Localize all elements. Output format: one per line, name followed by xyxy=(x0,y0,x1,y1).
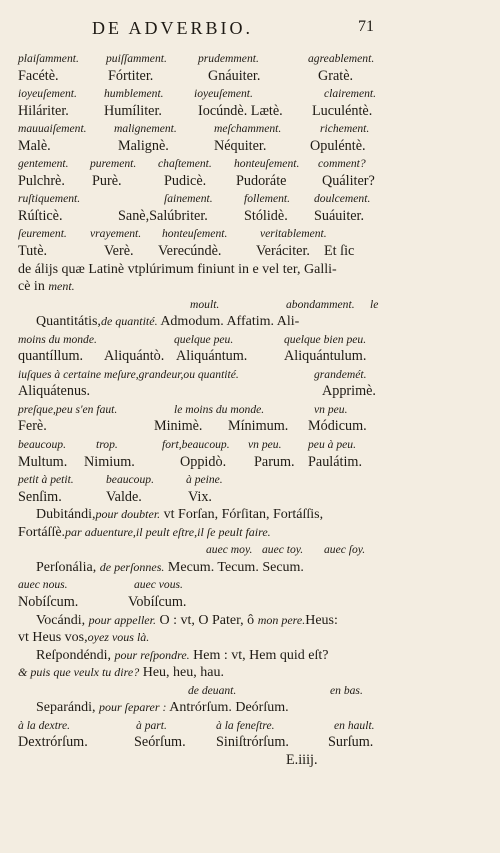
text-line xyxy=(18,418,388,436)
french-gloss: trop. xyxy=(96,438,118,452)
text-line xyxy=(18,103,388,121)
french-gloss: ioyeuſement. xyxy=(194,87,253,101)
running-title: DE ADVERBIO. xyxy=(92,18,253,38)
french-gloss: veritablement. xyxy=(260,227,327,241)
french-gloss: mon pere. xyxy=(257,612,306,627)
latin-text: Fortáſſè. xyxy=(18,524,66,540)
latin-word: Fórtiter. xyxy=(108,67,154,84)
french-gloss: moult. xyxy=(190,297,220,311)
french-gloss: de quantité. xyxy=(100,314,158,329)
latin-word: Minimè. xyxy=(154,418,203,435)
french-gloss: ſainement. xyxy=(164,192,213,206)
latin-word: Verecúndè. xyxy=(158,243,222,260)
latin-word: Gratè. xyxy=(318,67,354,84)
text-block xyxy=(18,50,388,769)
latin-word: Verè. xyxy=(104,243,134,260)
text-line xyxy=(18,699,388,717)
french-gloss: pour appeller. xyxy=(88,612,156,627)
latin-word: Paulátim. xyxy=(308,453,362,470)
line-text xyxy=(36,647,328,665)
french-gloss: ment. xyxy=(48,279,75,294)
latin-word: Sanè,Salúbriter. xyxy=(118,207,208,224)
french-gloss: malignement. xyxy=(114,122,177,136)
latin-text: Heus: xyxy=(305,612,338,628)
french-gloss: chaſtement. xyxy=(158,157,212,171)
french-gloss: à la dextre. xyxy=(18,718,71,732)
latin-text: Antrórſum. Deórſum. xyxy=(166,700,289,716)
french-gloss: ruſtiquement. xyxy=(18,192,81,206)
text-line xyxy=(18,454,388,472)
latin-text: Reſpondéndi, xyxy=(36,647,115,663)
text-line xyxy=(18,278,388,296)
french-gloss: purement. xyxy=(90,157,137,171)
french-gloss: petit à petit. xyxy=(18,473,74,487)
latin-text: de álijs quæ Latinè vtplúrimum finiunt in e vel ter, Galli- xyxy=(18,261,337,277)
latin-word: Et ſic xyxy=(324,243,355,260)
latin-word: Purè. xyxy=(92,172,122,189)
latin-text: Hem : vt, Hem quid eſt? xyxy=(189,647,329,663)
latin-word: Malignè. xyxy=(118,137,169,154)
french-gloss: humblement. xyxy=(104,87,164,101)
latin-word: Tutè. xyxy=(18,243,48,260)
latin-word: Aliquántulum. xyxy=(284,348,367,365)
line-text xyxy=(36,506,323,524)
text-line xyxy=(18,313,388,331)
latin-word: Facétè. xyxy=(18,67,59,84)
text-line xyxy=(18,243,388,261)
french-gloss: beaucoup. xyxy=(106,473,154,487)
text-line xyxy=(18,50,388,68)
text-line xyxy=(18,155,388,173)
french-gloss: auec moy. xyxy=(206,543,253,557)
latin-word: Veráciter. xyxy=(256,243,310,260)
french-gloss: mauuaiſement. xyxy=(18,122,87,136)
text-line xyxy=(18,401,388,419)
latin-word: Módicum. xyxy=(308,418,367,435)
french-gloss: plaiſamment. xyxy=(18,52,79,65)
french-gloss: auec ſoy. xyxy=(324,543,366,557)
french-gloss: abondamment. xyxy=(286,297,355,311)
latin-word: Rúſticè. xyxy=(18,207,63,224)
text-line xyxy=(18,559,388,577)
french-gloss: pour doubter. xyxy=(95,507,161,522)
latin-text: O : vt, O Pater, ô xyxy=(155,612,258,628)
french-gloss: à peine. xyxy=(186,473,223,487)
latin-word: Hiláriter. xyxy=(18,102,69,119)
french-gloss: vn peu. xyxy=(248,438,282,452)
french-gloss: gentement. xyxy=(18,157,69,171)
latin-word: Parum. xyxy=(254,453,295,470)
latin-word: Malè. xyxy=(18,137,51,154)
text-line xyxy=(18,68,388,86)
french-gloss: de deuant. xyxy=(188,683,237,697)
text-line xyxy=(18,612,388,630)
french-gloss: vrayement. xyxy=(90,227,142,241)
text-line xyxy=(18,331,388,349)
latin-word: Iocúndè. Lætè. xyxy=(198,102,283,119)
latin-word: Gnáuiter. xyxy=(208,67,261,84)
french-gloss: meſchamment. xyxy=(214,122,282,136)
text-line xyxy=(18,348,388,366)
french-gloss: puiſſamment. xyxy=(106,52,167,65)
line-text xyxy=(18,629,149,647)
text-line xyxy=(18,138,388,156)
latin-text: Heu, heu, hau. xyxy=(139,665,224,681)
page-header xyxy=(0,18,500,42)
latin-text: Quantitátis, xyxy=(36,314,101,330)
french-gloss: honteuſement. xyxy=(234,157,300,171)
text-line xyxy=(18,366,388,384)
text-line xyxy=(18,717,388,735)
latin-word: Seórſum. xyxy=(134,734,186,751)
text-line xyxy=(18,629,388,647)
latin-word: quantíllum. xyxy=(18,348,84,365)
french-gloss: le xyxy=(370,297,379,311)
text-line xyxy=(18,383,388,401)
latin-word: Multum. xyxy=(18,453,68,470)
latin-word: Vix. xyxy=(188,488,212,505)
text-line xyxy=(18,208,388,226)
latin-word: Mínimum. xyxy=(228,418,289,435)
latin-word: Pudicè. xyxy=(164,172,207,189)
latin-word: Pudoráte xyxy=(236,172,287,189)
french-gloss: à la feneſtre. xyxy=(216,718,275,732)
french-gloss: agreablement. xyxy=(308,52,375,65)
text-line xyxy=(18,524,388,542)
latin-word: Humíliter. xyxy=(104,102,162,119)
latin-word: Opuléntè. xyxy=(310,137,366,154)
text-line xyxy=(18,85,388,103)
french-gloss: & puis que veulx tu dire? xyxy=(18,665,140,680)
latin-word: Aliquátenus. xyxy=(18,383,91,400)
french-gloss: pour ſeparer : xyxy=(98,700,167,715)
text-line xyxy=(18,682,388,700)
french-gloss: en hault. xyxy=(334,718,375,732)
latin-word: Apprimè. xyxy=(322,383,376,400)
text-line xyxy=(18,541,388,559)
french-gloss: pour reſpondre. xyxy=(114,647,190,662)
latin-word: Surſum. xyxy=(328,734,374,751)
text-line xyxy=(18,436,388,454)
text-line xyxy=(18,225,388,243)
french-gloss: ſeurement. xyxy=(18,227,67,241)
latin-word: Nobíſcum. xyxy=(18,593,79,610)
latin-word: E.iiij. xyxy=(286,751,318,768)
latin-word: Valde. xyxy=(106,488,142,505)
latin-word: Dextrórſum. xyxy=(18,734,88,751)
line-text xyxy=(36,313,299,331)
french-gloss: en bas. xyxy=(330,683,363,697)
french-gloss: comment? xyxy=(318,157,366,171)
latin-word: Luculéntè. xyxy=(312,102,373,119)
french-gloss: quelque bien peu. xyxy=(284,332,367,346)
latin-text: Vocándi, xyxy=(36,612,89,628)
french-gloss: à part. xyxy=(136,718,167,732)
french-gloss: auec nous. xyxy=(18,578,68,592)
latin-word: Vobíſcum. xyxy=(128,593,187,610)
french-gloss: grandemét. xyxy=(314,367,367,381)
french-gloss: de perſonnes. xyxy=(99,559,165,574)
text-line xyxy=(18,752,388,770)
french-gloss: follement. xyxy=(244,192,291,206)
french-gloss: preſque,peu s'en faut. xyxy=(18,402,118,416)
french-gloss: par aduenture,il peult eſtre,il ſe peult faire. xyxy=(65,524,271,539)
french-gloss: vn peu. xyxy=(314,402,348,416)
text-line xyxy=(18,489,388,507)
french-gloss: le moins du monde. xyxy=(174,402,265,416)
text-line xyxy=(18,120,388,138)
latin-word: Oppidò. xyxy=(180,453,227,470)
line-text xyxy=(18,261,337,279)
latin-word: Quáliter? xyxy=(322,172,375,189)
latin-text: vt Heus vos, xyxy=(18,630,88,646)
latin-word: Aliquántò. xyxy=(104,348,165,365)
french-gloss: auec vous. xyxy=(134,578,183,592)
text-line xyxy=(18,576,388,594)
latin-text: Perſonália, xyxy=(36,559,100,575)
text-line xyxy=(18,647,388,665)
line-text xyxy=(36,559,304,577)
line-text xyxy=(36,612,338,630)
french-gloss: oyez vous là. xyxy=(87,630,150,645)
latin-word: Stólidè. xyxy=(244,207,288,224)
latin-word: Senſim. xyxy=(18,488,62,505)
line-text xyxy=(18,664,224,682)
text-line xyxy=(18,296,388,314)
line-text xyxy=(36,699,289,717)
text-line xyxy=(18,664,388,682)
latin-text: cè in xyxy=(18,279,49,295)
french-gloss: honteuſement. xyxy=(162,227,228,241)
line-text xyxy=(18,278,75,296)
latin-text: Admodum. Affatim. Ali- xyxy=(157,314,300,330)
latin-word: Suáuiter. xyxy=(314,207,365,224)
french-gloss: richement. xyxy=(320,122,370,136)
latin-text: Separándi, xyxy=(36,700,99,716)
latin-word: Pulchrè. xyxy=(18,172,65,189)
latin-text: vt Forſan, Fórſitan, Fortáſſis, xyxy=(160,507,324,523)
latin-word: Ferè. xyxy=(18,418,47,435)
french-gloss: clairement. xyxy=(324,87,377,101)
french-gloss: quelque peu. xyxy=(174,332,234,346)
text-line xyxy=(18,734,388,752)
french-gloss: beaucoup. xyxy=(18,438,66,452)
french-gloss: doulcement. xyxy=(314,192,371,206)
french-gloss: ioyeuſement. xyxy=(18,87,77,101)
latin-text: Mecum. Tecum. Secum. xyxy=(164,559,304,575)
latin-text: Dubitándi, xyxy=(36,507,96,523)
text-line xyxy=(18,261,388,279)
latin-word: Néquiter. xyxy=(214,137,267,154)
french-gloss: prudemment. xyxy=(198,52,259,65)
line-text xyxy=(18,524,271,542)
text-line xyxy=(18,173,388,191)
french-gloss: moins du monde. xyxy=(18,332,97,346)
french-gloss: fort,beaucoup. xyxy=(162,438,230,452)
text-line xyxy=(18,594,388,612)
latin-word: Siniſtrórſum. xyxy=(216,734,289,751)
text-line xyxy=(18,506,388,524)
french-gloss: peu à peu. xyxy=(308,438,356,452)
latin-word: Aliquántum. xyxy=(176,348,248,365)
text-line xyxy=(18,471,388,489)
latin-word: Nimium. xyxy=(84,453,135,470)
french-gloss: auec toy. xyxy=(262,543,304,557)
page-number: 71 xyxy=(358,18,374,35)
text-line xyxy=(18,190,388,208)
french-gloss: iuſques à certaine meſure,grandeur,ou quantité. xyxy=(18,367,239,381)
